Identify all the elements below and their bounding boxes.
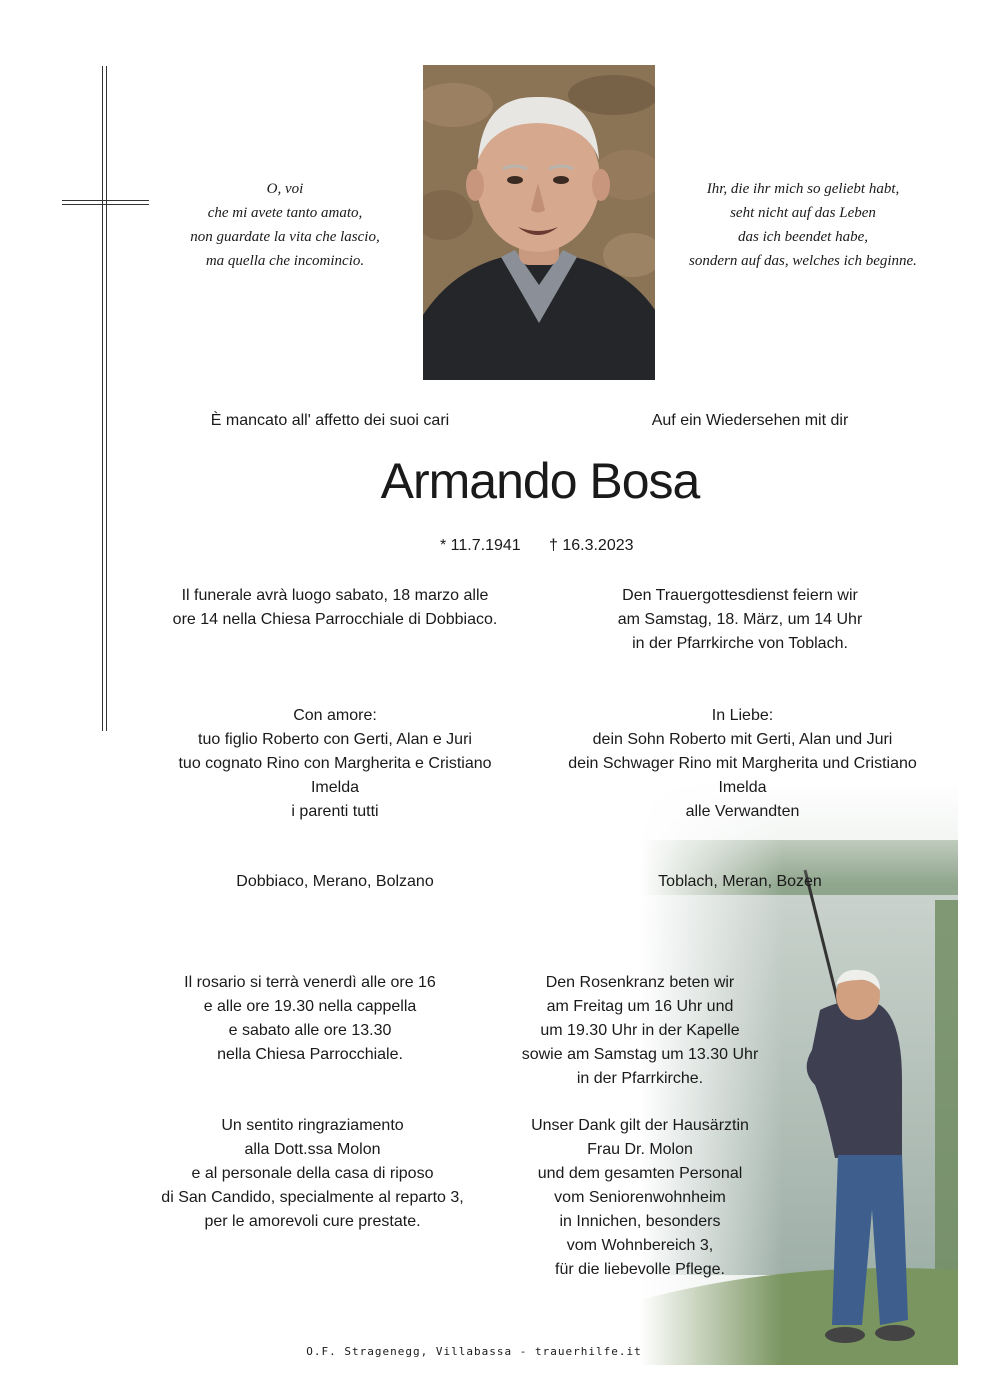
poem-line: O, voi: [266, 181, 304, 197]
text-line: am Samstag, 18. März, um 14 Uhr: [617, 611, 863, 628]
text-line: per le amorevoli cure prestate.: [204, 1213, 421, 1230]
text-line: alle Verwandten: [685, 803, 800, 820]
text-line: Imelda: [718, 779, 767, 796]
thanks-german: [490, 1114, 790, 1282]
text-line: in der Pfarrkirche von Toblach.: [632, 635, 848, 652]
death-date: † 16.3.2023: [549, 537, 634, 554]
deceased-name: Armando Bosa: [380, 453, 700, 509]
poem-line: che mi avete tanto amato,: [207, 205, 363, 221]
text-line: Frau Dr. Molon: [587, 1141, 693, 1158]
rosary-german: [480, 971, 800, 1091]
text-line: di San Candido, specialmente al reparto 3,: [161, 1189, 464, 1206]
text-line: Il rosario si terrà venerdì alle ore 16: [184, 974, 436, 991]
text-line: dein Schwager Rino mit Margherita und Cristiano: [568, 755, 917, 772]
places-german: Toblach, Meran, Bozen: [658, 873, 822, 890]
footer-credit: O.F. Stragenegg, Villabassa - trauerhilfe.it: [306, 1345, 642, 1358]
cross-icon-bar: [62, 200, 149, 201]
funeral-german: [560, 584, 920, 656]
rosary-italian: [150, 971, 470, 1067]
cross-icon-bar2: [62, 204, 149, 205]
text-line: in Innichen, besonders: [559, 1213, 721, 1230]
text-line: In Liebe:: [711, 707, 774, 724]
poem-german: [668, 177, 938, 273]
text-line: Un sentito ringraziamento: [221, 1117, 404, 1134]
text-line: in der Pfarrkirche.: [576, 1070, 704, 1087]
text-line: tuo figlio Roberto con Gerti, Alan e Juri: [198, 731, 472, 748]
text-line: um 19.30 Uhr in der Kapelle: [540, 1022, 740, 1039]
text-line: ore 14 nella Chiesa Parrocchiale di Dobbiaco.: [172, 611, 498, 628]
family-german: [550, 704, 935, 824]
intro-german: Auf ein Wiedersehen mit dir: [651, 412, 849, 429]
text-line: am Freitag um 16 Uhr und: [546, 998, 734, 1015]
poem-line: Ihr, die ihr mich so geliebt habt,: [706, 181, 900, 197]
poem-line: seht nicht auf das Leben: [730, 205, 876, 221]
text-line: e sabato alle ore 13.30: [228, 1022, 392, 1039]
family-italian: [150, 704, 520, 824]
text-line: alla Dott.ssa Molon: [244, 1141, 381, 1158]
text-line: dein Sohn Roberto mit Gerti, Alan und Juri: [592, 731, 893, 748]
text-line: e alle ore 19.30 nella cappella: [203, 998, 417, 1015]
text-line: Unser Dank gilt der Hausärztin: [531, 1117, 749, 1134]
text-line: vom Seniorenwohnheim: [554, 1189, 726, 1206]
text-line: nella Chiesa Parrocchiale.: [217, 1046, 403, 1063]
poem-line: ma quella che incomincio.: [205, 253, 365, 269]
text-line: sowie am Samstag um 13.30 Uhr: [521, 1046, 759, 1063]
text-line: vom Wohnbereich 3,: [566, 1237, 714, 1254]
poem-line: sondern auf das, welches ich beginne.: [689, 253, 917, 269]
places-italian: Dobbiaco, Merano, Bolzano: [236, 873, 434, 890]
birth-date: * 11.7.1941: [440, 537, 521, 554]
cross-icon: [102, 66, 103, 731]
text-line: e al personale della casa di riposo: [191, 1165, 434, 1182]
text-line: und dem gesamten Personal: [537, 1165, 743, 1182]
portrait-photo: [423, 65, 655, 380]
poem-line: non guardate la vita che lascio,: [190, 229, 380, 245]
text-line: Den Rosenkranz beten wir: [545, 974, 735, 991]
poem-line: das ich beendet habe,: [738, 229, 868, 245]
text-line: Con amore:: [293, 707, 377, 724]
intro-italian: È mancato all' affetto dei suoi cari: [210, 412, 450, 429]
text-line: für die liebevolle Pflege.: [555, 1261, 725, 1278]
cross-icon-line: [106, 66, 107, 731]
text-line: Il funerale avrà luogo sabato, 18 marzo alle: [181, 587, 489, 604]
text-line: Den Trauergottesdienst feiern wir: [622, 587, 858, 604]
text-line: i parenti tutti: [291, 803, 379, 820]
text-line: Imelda: [310, 779, 360, 796]
portrait-illustration: [423, 65, 655, 380]
funeral-italian: [150, 584, 520, 632]
thanks-italian: [140, 1114, 485, 1234]
poem-italian: [170, 177, 400, 273]
text-line: tuo cognato Rino con Margherita e Cristiano: [178, 755, 492, 772]
